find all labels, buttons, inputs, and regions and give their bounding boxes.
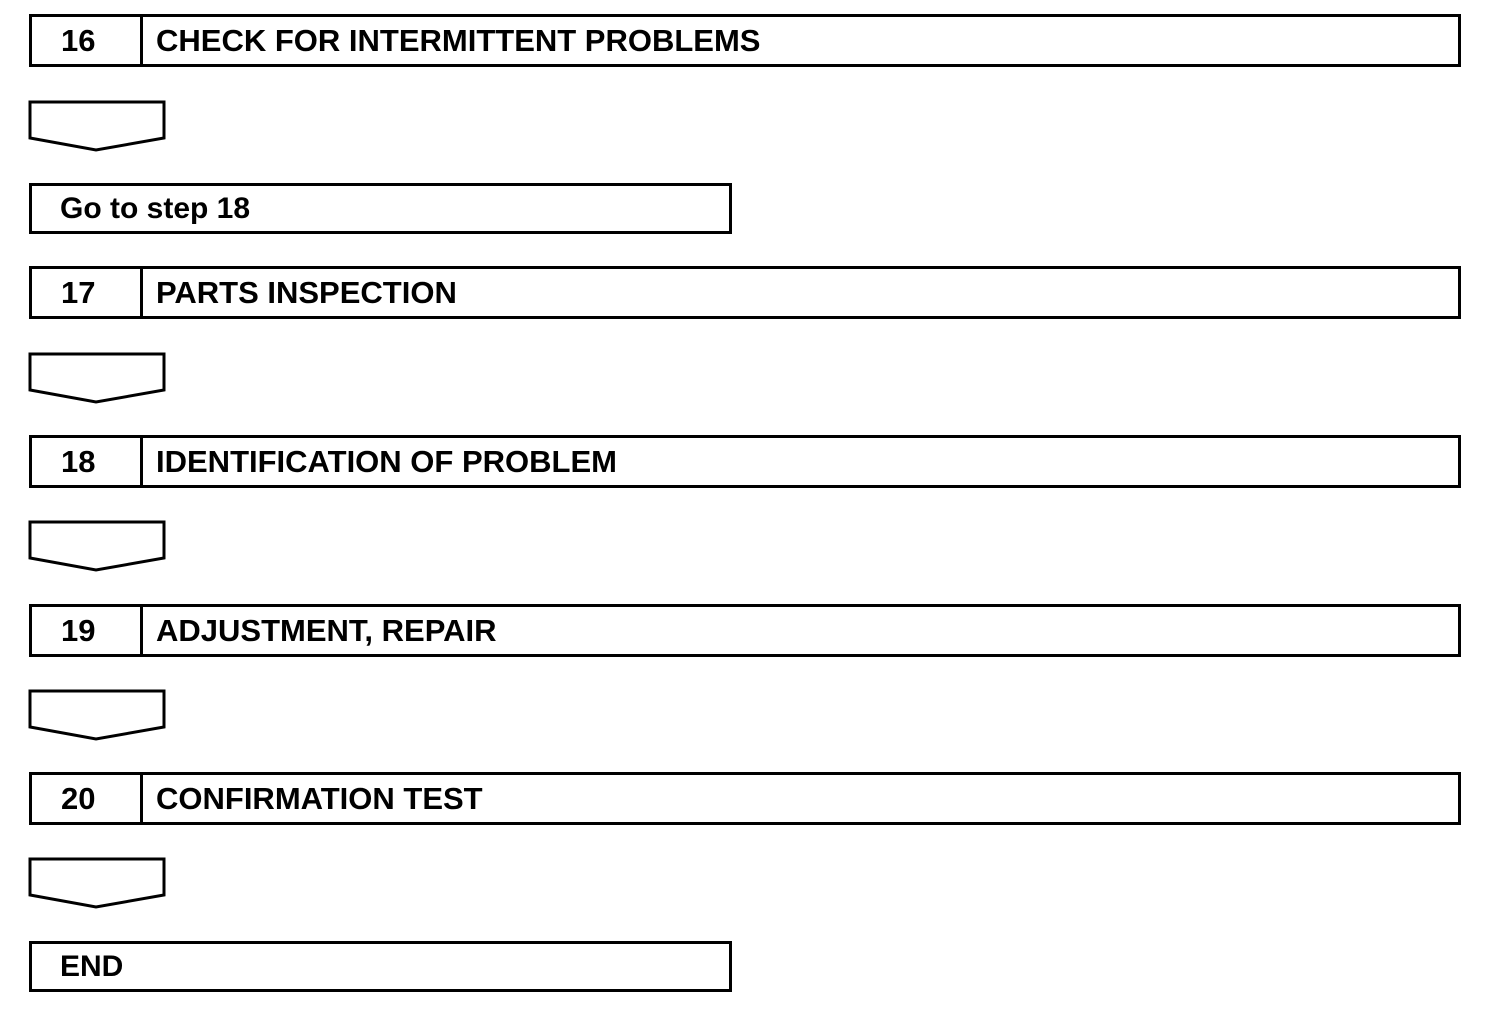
step-16-box [29,14,1461,67]
step-title: ADJUSTMENT, REPAIR [156,612,497,648]
go-to-step-note: Go to step 18 [29,183,732,234]
step-title: CHECK FOR INTERMITTENT PROBLEMS [156,22,761,58]
step-number: 20 [32,775,143,822]
down-arrow-icon [28,520,166,572]
down-arrow-icon [28,352,166,404]
step-19-box [29,604,1461,657]
step-number: 19 [32,607,143,654]
step-title: PARTS INSPECTION [156,274,457,310]
end-box: END [29,941,732,992]
step-title: CONFIRMATION TEST [156,780,483,816]
step-title: IDENTIFICATION OF PROBLEM [156,443,617,479]
step-20-box [29,772,1461,825]
step-number: 18 [32,438,143,485]
down-arrow-icon [28,857,166,909]
step-17-box [29,266,1461,319]
step-number: 17 [32,269,143,316]
down-arrow-icon [28,100,166,152]
step-number: 16 [32,17,143,64]
down-arrow-icon [28,689,166,741]
step-18-box [29,435,1461,488]
